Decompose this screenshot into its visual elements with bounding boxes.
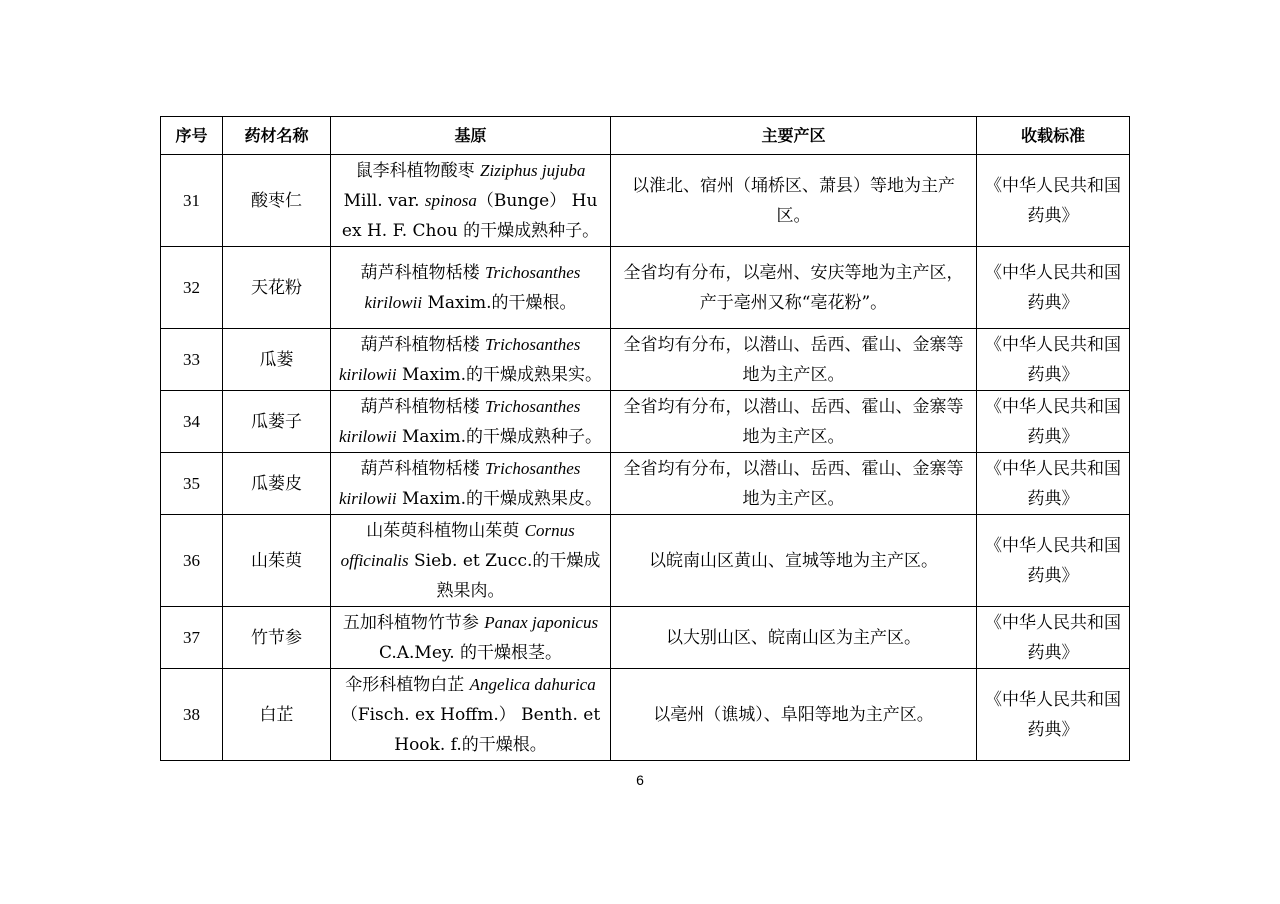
- latin-name: Trichosanthes kirilowii: [338, 396, 581, 446]
- origin-text: 伞形科植物白芷: [345, 674, 470, 695]
- cell-no: 36: [161, 515, 223, 607]
- cell-region: 以淮北、宿州（埇桥区、萧县）等地为主产区。: [611, 155, 977, 247]
- latin-name: Cornus officinalis: [340, 520, 575, 570]
- cell-name: 瓜蒌皮: [223, 453, 331, 515]
- cell-no: 35: [161, 453, 223, 515]
- cell-origin: [331, 669, 611, 761]
- header-no: 序号: [161, 117, 223, 155]
- cell-name: 山茱萸: [223, 515, 331, 607]
- cell-name: 瓜蒌: [223, 329, 331, 391]
- cell-region: 全省均有分布，以潜山、岳西、霍山、金寨等地为主产区。: [611, 453, 977, 515]
- herb-table: [160, 116, 1130, 761]
- origin-text: Sieb. et Zucc.的干燥成熟果肉。: [408, 550, 601, 601]
- origin-text: 葫芦科植物栝楼: [360, 262, 485, 283]
- cell-name: 天花粉: [223, 247, 331, 329]
- latin-name: Angelica dahurica: [469, 674, 596, 694]
- origin-text: 葫芦科植物栝楼: [360, 334, 485, 355]
- cell-name: 酸枣仁: [223, 155, 331, 247]
- table-row: [161, 391, 1130, 453]
- cell-no: 32: [161, 247, 223, 329]
- cell-origin: [331, 155, 611, 247]
- origin-text: C.A.Mey. 的干燥根茎。: [378, 642, 563, 663]
- cell-region: 全省均有分布，以潜山、岳西、霍山、金寨等地为主产区。: [611, 391, 977, 453]
- cell-origin: [331, 607, 611, 669]
- cell-region: 以皖南山区黄山、宣城等地为主产区。: [611, 515, 977, 607]
- table-row: [161, 515, 1130, 607]
- table-row: [161, 453, 1130, 515]
- origin-text: （Bunge） Hu ex H. F. Chou 的干燥成熟种子。: [341, 190, 600, 241]
- latin-name: Trichosanthes kirilowii: [338, 458, 581, 508]
- origin-text: （Fisch. ex Hoffm.） Benth. et Hook. f.的干燥根。: [340, 704, 601, 755]
- cell-standard: 《中华人民共和国药典》: [977, 329, 1130, 391]
- cell-region: 全省均有分布，以亳州、安庆等地为主产区，产于亳州又称“亳花粉”。: [611, 247, 977, 329]
- cell-region: 以亳州（谯城）、阜阳等地为主产区。: [611, 669, 977, 761]
- cell-standard: 《中华人民共和国药典》: [977, 155, 1130, 247]
- origin-text: 五加科植物竹节参: [342, 612, 485, 633]
- cell-origin: [331, 247, 611, 329]
- latin-name: Panax japonicus: [484, 612, 599, 632]
- cell-standard: 《中华人民共和国药典》: [977, 607, 1130, 669]
- cell-no: 38: [161, 669, 223, 761]
- cell-name: 竹节参: [223, 607, 331, 669]
- cell-no: 34: [161, 391, 223, 453]
- cell-standard: 《中华人民共和国药典》: [977, 515, 1130, 607]
- header-name: 药材名称: [223, 117, 331, 155]
- cell-standard: 《中华人民共和国药典》: [977, 391, 1130, 453]
- cell-origin: [331, 329, 611, 391]
- origin-text: Maxim.的干燥成熟果实。: [396, 364, 603, 385]
- header-standard: 收载标准: [977, 117, 1130, 155]
- origin-text: Maxim.的干燥成熟果皮。: [396, 488, 603, 509]
- cell-origin: [331, 453, 611, 515]
- origin-text: Mill. var.: [343, 190, 425, 211]
- cell-standard: 《中华人民共和国药典》: [977, 669, 1130, 761]
- table-header-row: [161, 117, 1130, 155]
- cell-standard: 《中华人民共和国药典》: [977, 453, 1130, 515]
- header-origin: 基原: [331, 117, 611, 155]
- latin-name: spinosa: [424, 190, 477, 210]
- latin-name: Trichosanthes kirilowii: [364, 262, 581, 312]
- cell-name: 瓜蒌子: [223, 391, 331, 453]
- cell-no: 33: [161, 329, 223, 391]
- cell-region: 以大别山区、皖南山区为主产区。: [611, 607, 977, 669]
- table-row: [161, 155, 1130, 247]
- cell-name: 白芷: [223, 669, 331, 761]
- table-row: [161, 247, 1130, 329]
- origin-text: Maxim.的干燥根。: [422, 292, 577, 313]
- latin-name: Ziziphus jujuba: [480, 160, 586, 180]
- cell-origin: [331, 515, 611, 607]
- cell-standard: 《中华人民共和国药典》: [977, 247, 1130, 329]
- table-row: [161, 607, 1130, 669]
- table-row: [161, 669, 1130, 761]
- cell-region: 全省均有分布，以潜山、岳西、霍山、金寨等地为主产区。: [611, 329, 977, 391]
- cell-no: 31: [161, 155, 223, 247]
- cell-origin: [331, 391, 611, 453]
- origin-text: 葫芦科植物栝楼: [360, 458, 485, 479]
- origin-text: Maxim.的干燥成熟种子。: [396, 426, 603, 447]
- table-row: [161, 329, 1130, 391]
- latin-name: Trichosanthes kirilowii: [338, 334, 581, 384]
- header-region: 主要产区: [611, 117, 977, 155]
- origin-text: 山茱萸科植物山茱萸: [366, 520, 525, 541]
- origin-text: 葫芦科植物栝楼: [360, 396, 485, 417]
- cell-no: 37: [161, 607, 223, 669]
- page-number: 6: [636, 772, 644, 788]
- origin-text: 鼠李科植物酸枣: [355, 160, 481, 181]
